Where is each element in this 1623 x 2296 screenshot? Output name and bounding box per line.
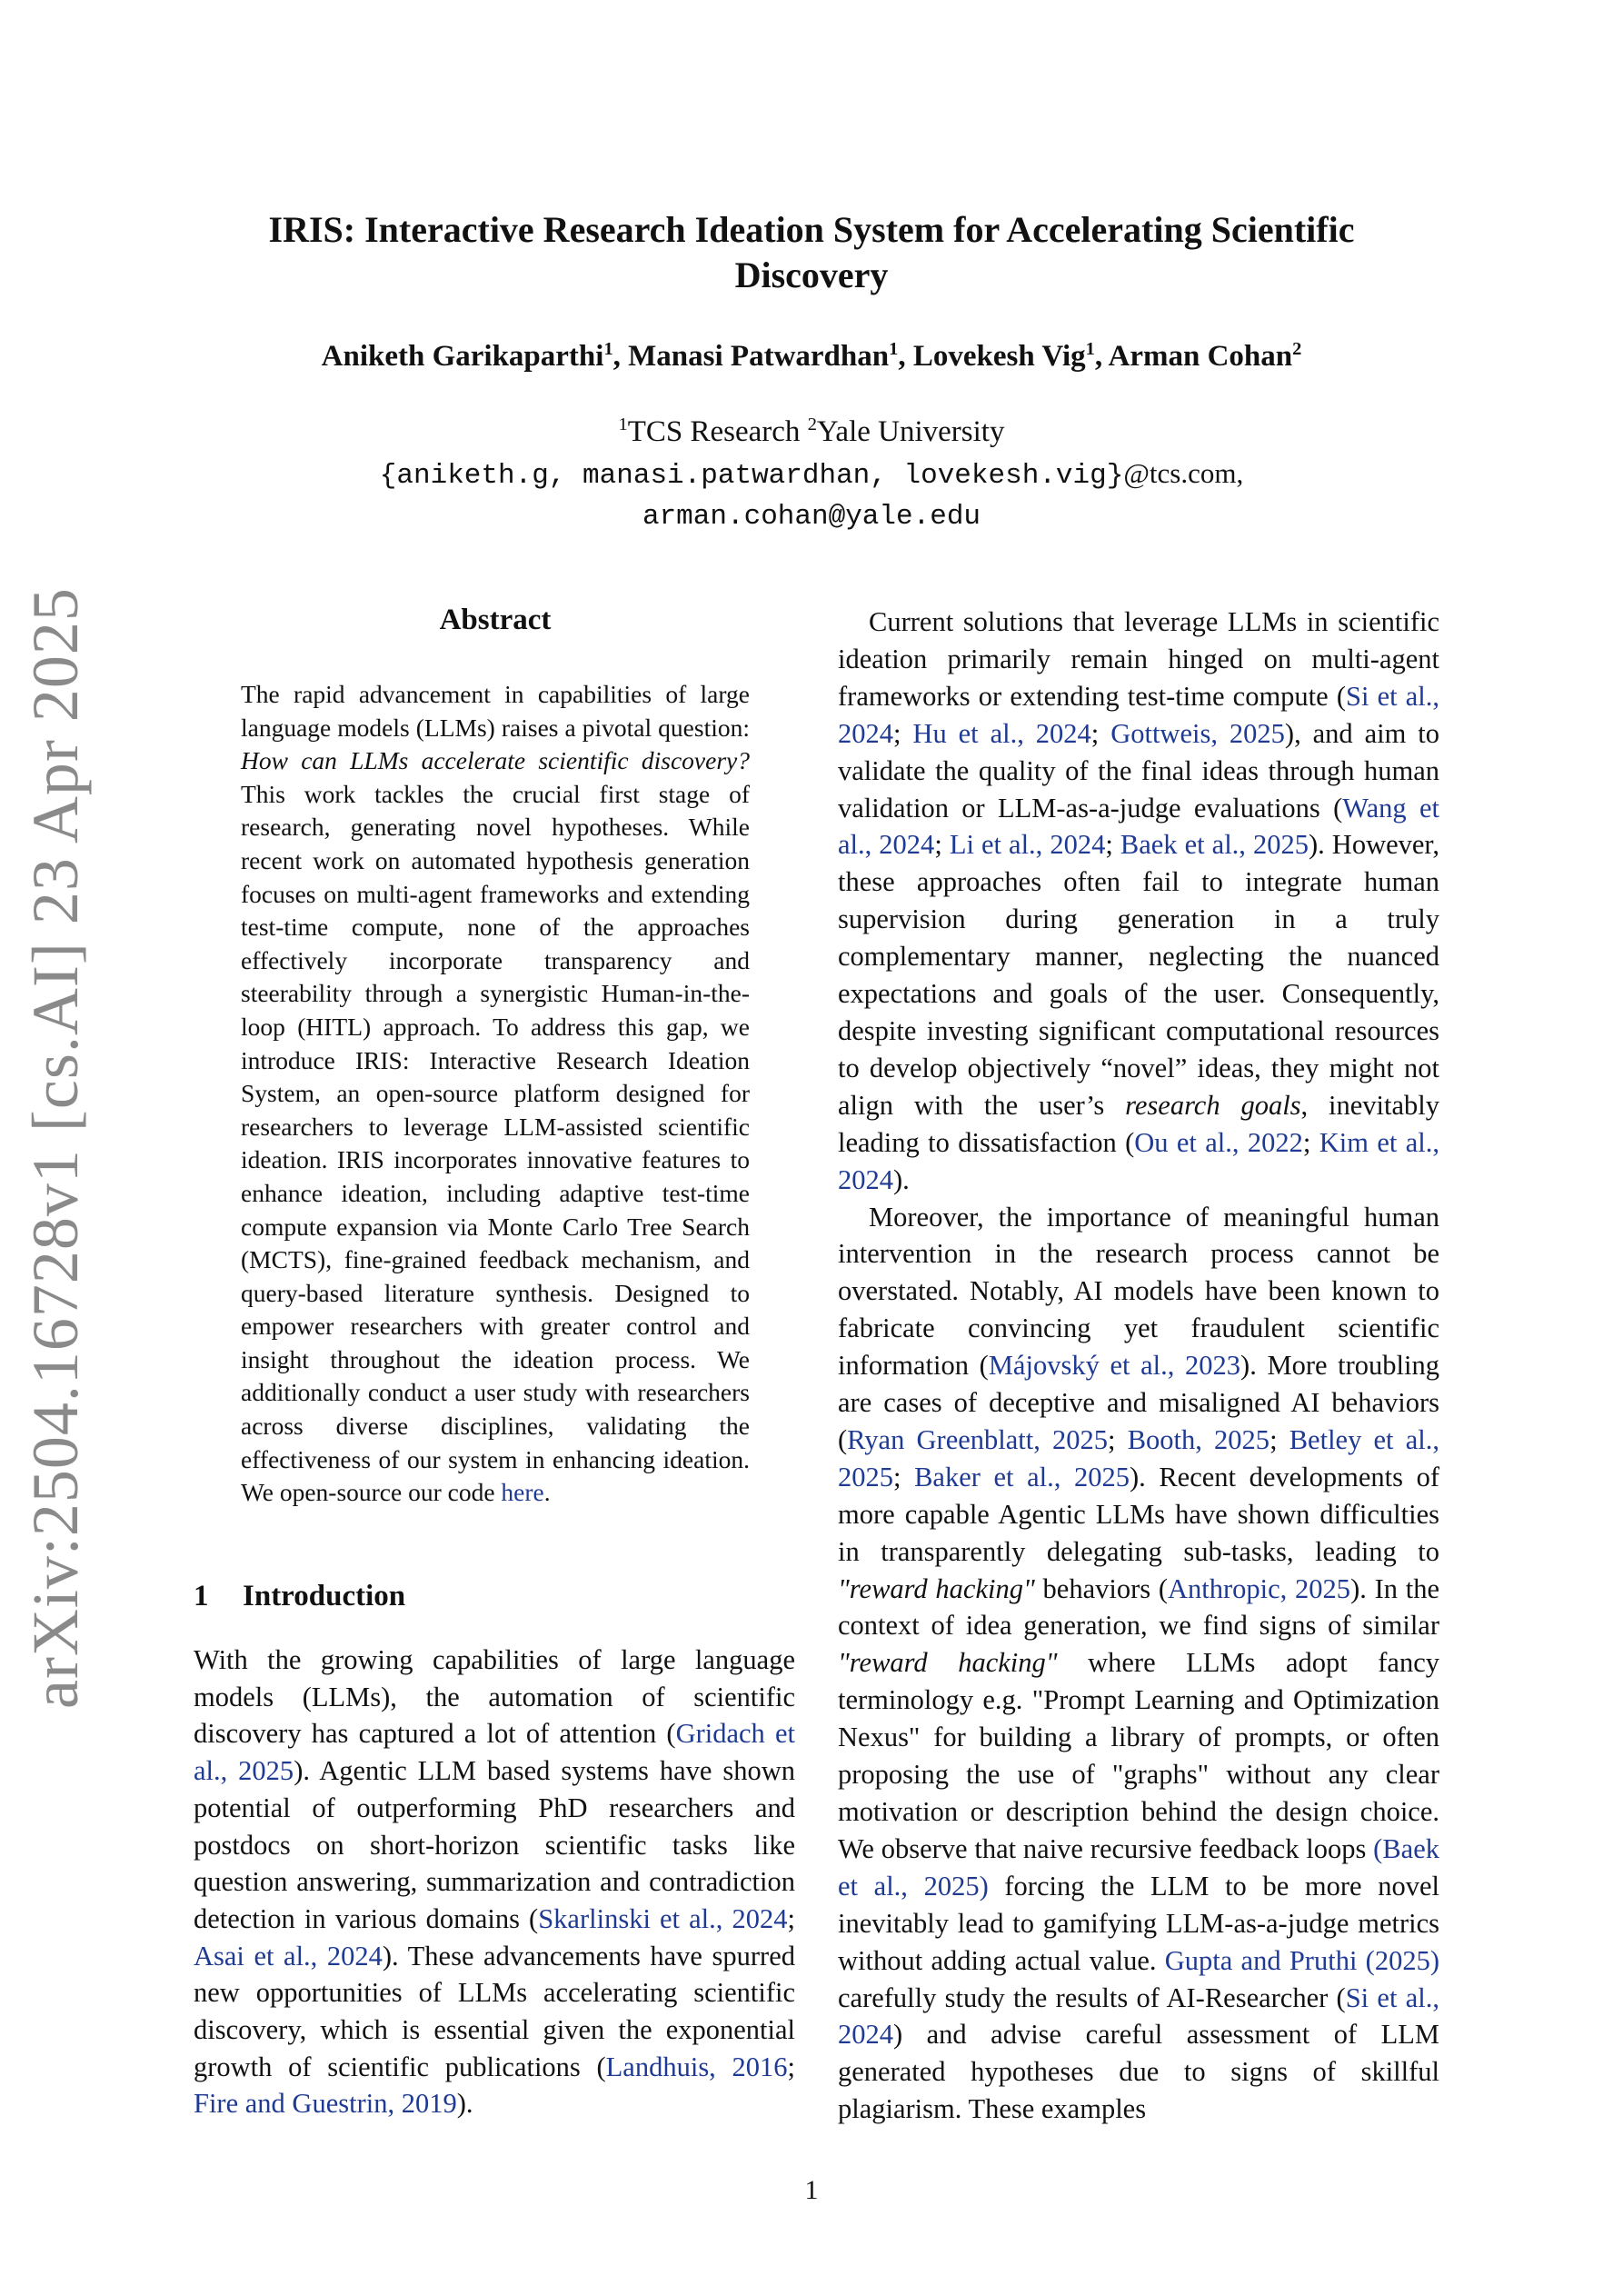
text-run-italic: research goals (1125, 1089, 1301, 1121)
arxiv-identifier-stamp: arXiv:2504.16728v1 [cs.AI] 23 Apr 2025 (19, 587, 92, 1709)
text-run: ; (1270, 1423, 1289, 1455)
citation-link[interactable]: Baek et al., 2025 (1120, 829, 1309, 861)
right-column (838, 604, 1439, 2128)
citation-link[interactable]: Kim et al., 2024 (838, 1126, 1439, 1195)
text-run: ; (893, 1461, 915, 1492)
citation-link[interactable]: Li et al., 2024 (949, 829, 1106, 861)
citation-link[interactable]: Booth, 2025 (1127, 1423, 1270, 1455)
text-run: ; (1108, 1423, 1128, 1455)
affiliation-mark: 1 (603, 339, 613, 359)
text-run-italic: "reward hacking" (838, 1572, 1035, 1604)
citation-link[interactable]: Skarlinski et al., 2024 (538, 1902, 788, 1934)
text-run: forcing the LLM to be more novel inevitably lead to gamifying LLM-as-a-judge metrics without adding actual value. (838, 1870, 1439, 1976)
author-emails (145, 454, 1478, 536)
citation-link[interactable]: Gupta and Pruthi (2025) (1164, 1944, 1439, 1976)
text-run: ). (893, 1163, 910, 1195)
paper-title (145, 207, 1478, 298)
affiliation-mark: 2 (807, 414, 817, 434)
text-run: ), and aim to validate the quality of the final ideas through human validation or LLM-as-a-judge evaluations ( (838, 717, 1439, 824)
author-name: Lovekesh Vig (912, 340, 1086, 373)
author-list: Aniketh Garikaparthi$^1$, Manasi Patwardhan$^1$, Lovekesh Vig$^1$, Arman Cohan$^2$ (321, 339, 1302, 373)
section-heading (194, 1578, 405, 1614)
text-run: . (543, 1478, 551, 1507)
citation-link[interactable]: Ou et al., 2022 (1134, 1126, 1303, 1158)
citation-link[interactable]: Wang et al., 2024 (838, 792, 1439, 861)
affiliation-name: Yale University (816, 415, 1005, 448)
text-run-italic: How can LLMs accelerate scientific discovery? (241, 746, 750, 775)
text-run: ). Agentic LLM based systems have shown potential of outperforming PhD researchers and postdocs on short-horizon scientific tasks like question answering, summarization and contradiction detection in various domains ( (194, 1755, 795, 1934)
text-run: This work tackles the crucial first stage of research, generating novel hypotheses. While recent work on automated hypothesis generation focuses on multi-agent frameworks and extending test-time compute, none of the approaches effectively incorporate transparency and steerability through a synergistic Human-in-the-loop (HITL) approach. To address this gap, we introduce IRIS: Interactive Research Ideation System, an open-source platform designed for researchers to leverage LLM-assisted scientific ideation. IRIS incorporates innovative features to enhance ideation, including adaptive test-time compute expansion via Monte Carlo Tree Search (MCTS), fine-grained feedback mechanism, and query-based literature synthesis. Designed to empower researchers with greater control and insight throughout the ideation process. We additionally conduct a user study with researchers across diverse disciplines, validating the effectiveness of our system in enhancing ideation. We open-source our code (241, 779, 750, 1507)
text-run: ). In the context of idea generation, we find signs of similar (838, 1572, 1440, 1642)
affiliation-mark: 1 (1085, 339, 1095, 359)
affiliation-mark: 1 (618, 414, 628, 434)
text-run: ) and advise careful assessment of LLM generated hypotheses due to signs of skillful plagiarism. These examples (838, 2019, 1439, 2125)
citation-link[interactable]: Májovský et al., 2023 (988, 1350, 1241, 1382)
citation-link[interactable]: Asai et al., 2024 (194, 1940, 383, 1972)
citation-link[interactable]: Anthropic, 2025 (1168, 1572, 1351, 1604)
abstract-text (241, 678, 750, 1510)
email-domain: @tcs.com, (1123, 457, 1244, 489)
citation-link[interactable]: Gottweis, 2025 (1110, 717, 1285, 749)
text-run: ; (787, 1902, 795, 1934)
author-name: Arman Cohan (1108, 340, 1293, 373)
text-run: ; (1090, 717, 1111, 749)
title-line-1: IRIS: Interactive Research Ideation System for Accelerating Scientific (268, 209, 1355, 250)
text-run: With the growing capabilities of large language models (LLMs), the automation of scientific discovery has captured a lot of attention ( (194, 1644, 795, 1750)
paragraph (838, 604, 1439, 1199)
section-title: Introduction (243, 1580, 406, 1612)
citation-link[interactable]: Si et al., 2024 (838, 1982, 1439, 2051)
text-run: Current solutions that leverage LLMs in scientific ideation primarily remain hinged on multi-agent frameworks or extending test-time compute ( (838, 606, 1439, 712)
text-run: ; (893, 717, 913, 749)
page-number: 1 (804, 2175, 819, 2205)
text-run: ). (456, 2088, 473, 2120)
text-run-italic: "reward hacking" (838, 1647, 1058, 1679)
text-run: behaviors ( (1034, 1572, 1169, 1604)
text-run: ; (787, 2051, 795, 2082)
affiliation-mark: 1 (889, 339, 899, 359)
title-line-2: Discovery (734, 255, 889, 295)
citation-link[interactable]: Gridach et al., 2025 (194, 1718, 795, 1787)
text-run: where LLMs adopt fancy terminology e.g. "Prompt Learning and Optimization Nexus" for building a library of prompts, or often proposing the use of "graphs" without any clear motivation or description behind the design choice. We observe that naive recursive feedback loops (838, 1647, 1439, 1864)
text-run: The rapid advancement in capabilities of large language models (LLMs) raises a pivotal question: (241, 680, 750, 742)
citation-link[interactable]: Ryan Greenblatt, 2025 (847, 1423, 1109, 1455)
abstract-heading: Abstract (439, 604, 552, 636)
text-run: Moreover, the importance of meaningful human intervention in the research process cannot be overstated. Notably, AI models have been known to fabricate convincing yet fraudulent scientific information ( (838, 1201, 1439, 1382)
author-name: Aniketh Garikaparthi (321, 340, 604, 373)
citation-link[interactable]: Hu et al., 2024 (912, 717, 1091, 749)
affiliation-mark: 2 (1292, 339, 1302, 359)
affiliations (145, 414, 1478, 450)
citation-link[interactable]: Si et al., 2024 (838, 680, 1439, 749)
section-number: 1 (194, 1580, 209, 1612)
paragraph (838, 1199, 1439, 2129)
text-run: ; (1105, 829, 1120, 861)
citation-link[interactable]: Betley et al., 2025 (838, 1423, 1439, 1492)
text-run: carefully study the results of AI-Researcher ( (838, 1982, 1346, 2013)
citation-link[interactable]: Baker et al., 2025 (914, 1461, 1130, 1492)
text-run: ). These advancements have spurred new opportunities of LLMs accelerating scientific discovery, which is essential given the exponential growth of scientific publications ( (194, 1940, 795, 2082)
email-address[interactable]: arman.cohan@yale.edu (642, 501, 981, 533)
intro-paragraph (194, 1642, 795, 2122)
citation-link[interactable]: Fire and Guestrin, 2019 (194, 2088, 457, 2120)
affiliation-name: TCS Research (627, 415, 801, 448)
text-run: ). Recent developments of more capable Agentic LLMs have shown difficulties in transparently delegating sub-tasks, leading to (838, 1461, 1439, 1567)
text-run: ; (934, 829, 950, 861)
email-group[interactable]: {aniketh.g, manasi.patwardhan, lovekesh.vig} (379, 460, 1124, 492)
citation-link[interactable]: Landhuis, 2016 (605, 2051, 788, 2082)
text-run: ). However, these approaches often fail to integrate human supervision during generation in a truly complementary manner, neglecting the nuanced expectations and goals of the user. Consequently, despite investing significant computational resources to develop objectively “novel” ideas, they might not align with the user’s (838, 829, 1439, 1121)
text-run: ; (1302, 1126, 1319, 1158)
text-run: , inevitably leading to dissatisfaction ( (838, 1089, 1439, 1158)
author-name: Manasi Patwardhan (628, 340, 890, 373)
citation-link[interactable]: (Baek et al., 2025) (838, 1832, 1439, 1902)
code-link[interactable]: here (501, 1478, 544, 1507)
text-run: ). More troubling are cases of deceptive and misaligned AI behaviors ( (838, 1350, 1439, 1455)
